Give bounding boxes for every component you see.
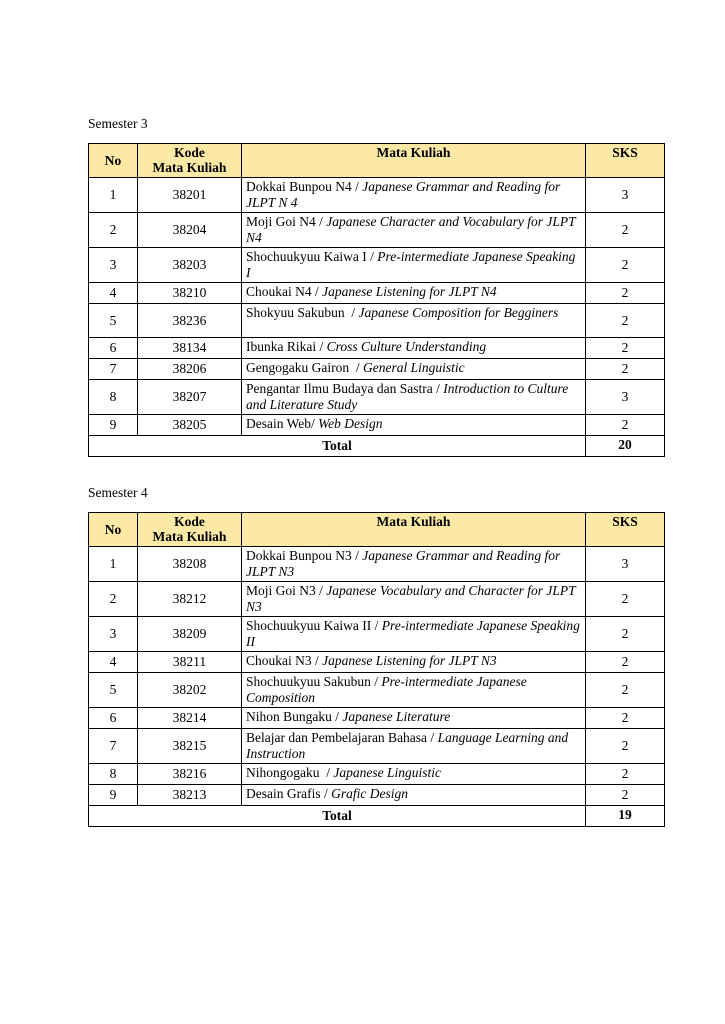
course-name-english: Japanese Character and Vocabulary for JLPT N4 [246,214,576,245]
row-sks: 2 [586,708,665,729]
header-no: No [89,513,138,547]
table-row [89,380,665,415]
row-sks: 2 [586,338,665,359]
table-row [89,708,665,729]
table-row [89,304,665,338]
header-kode [138,144,242,178]
table-row [89,283,665,304]
course-separator: / [311,653,323,668]
course-separator: / [316,339,327,354]
course-name-english: Japanese Grammar and Reading for JLPT N 4 [246,179,561,210]
course-name: Shochuukyuu Sakubun [246,674,371,689]
course-name-english: Japanese Vocabulary and Character for JLPT N3 [246,583,576,614]
table-row [89,617,665,652]
course-name-english: Japanese Listening for JLPT N3 [322,653,497,668]
row-kode: 38206 [138,359,242,380]
row-no: 4 [89,652,138,673]
row-sks: 2 [586,764,665,785]
row-mata-kuliah [242,213,586,248]
total-sks: 20 [586,436,665,457]
course-name-english: Pre-intermediate Japanese Speaking II [246,618,580,649]
row-mata-kuliah [242,380,586,415]
row-kode: 38205 [138,415,242,436]
course-separator: / [427,730,438,745]
course-name: Dokkai Bunpou N4 [246,179,352,194]
course-name: Shochuukyuu Kaiwa I [246,249,367,264]
row-kode: 38209 [138,617,242,652]
row-sks: 2 [586,673,665,708]
row-mata-kuliah [242,359,586,380]
course-name-english: General Linguistic [363,360,465,375]
table-header-row [89,513,665,547]
row-no: 3 [89,248,138,283]
semester-3-rows [89,178,665,436]
row-sks: 2 [586,415,665,436]
course-name: Shochuukyuu Kaiwa II [246,618,372,633]
course-name-english: Pre-intermediate Japanese Composition [246,674,527,705]
course-name: Choukai N3 [246,653,312,668]
row-mata-kuliah [242,708,586,729]
row-mata-kuliah [242,729,586,764]
row-no: 8 [89,764,138,785]
header-kode-line1: Kode [174,514,205,529]
total-sks: 19 [586,806,665,827]
row-mata-kuliah [242,764,586,785]
row-sks: 2 [586,283,665,304]
row-kode: 38201 [138,178,242,213]
course-name-english: Japanese Linguistic [333,765,442,780]
table-row [89,359,665,380]
course-separator: / [319,765,334,780]
row-kode: 38208 [138,547,242,582]
course-separator: / [432,381,444,396]
row-sks: 3 [586,178,665,213]
row-kode: 38216 [138,764,242,785]
row-sks: 2 [586,304,665,338]
row-sks: 2 [586,785,665,806]
course-name: Desain Grafis [246,786,321,801]
row-kode: 38213 [138,785,242,806]
row-mata-kuliah [242,547,586,582]
row-kode: 38134 [138,338,242,359]
row-sks: 2 [586,582,665,617]
row-sks: 2 [586,359,665,380]
course-name-english: Japanese Composition for Begginers [358,305,559,320]
course-separator: / [371,618,382,633]
course-name: Gengogaku Gairon [246,360,350,375]
course-separator: / [331,709,343,724]
table-row [89,338,665,359]
row-mata-kuliah [242,283,586,304]
total-row [89,436,665,457]
course-name: Shokyuu Sakubun [246,305,345,320]
course-separator: / [366,249,378,264]
semester-4-table [88,512,665,827]
row-mata-kuliah [242,415,586,436]
course-name: Moji Goi N3 [246,583,316,598]
row-kode: 38211 [138,652,242,673]
course-name-english: Grafic Design [331,786,408,801]
row-kode: 38207 [138,380,242,415]
row-sks: 2 [586,729,665,764]
course-name-english: Japanese Literature [342,709,451,724]
course-name: Dokkai Bunpou N3 [246,548,352,563]
row-mata-kuliah [242,338,586,359]
row-sks: 2 [586,248,665,283]
row-sks: 2 [586,617,665,652]
row-mata-kuliah [242,673,586,708]
table-row [89,178,665,213]
header-mata-kuliah: Mata Kuliah [242,513,586,547]
table-row [89,213,665,248]
row-kode: 38204 [138,213,242,248]
row-no: 9 [89,785,138,806]
header-sks: SKS [586,144,665,178]
row-no: 3 [89,617,138,652]
semester-4-rows [89,547,665,806]
table-row [89,673,665,708]
course-separator: / [311,284,323,299]
row-no: 6 [89,708,138,729]
total-label: Total [89,436,586,457]
row-no: 8 [89,380,138,415]
row-no: 5 [89,673,138,708]
course-name-english: Cross Culture Understanding [326,339,487,354]
table-row [89,764,665,785]
semester-3-title: Semester 3 [88,116,148,131]
row-kode: 38236 [138,304,242,338]
table-row [89,729,665,764]
header-kode-line2: Mata Kuliah [152,160,227,175]
total-label: Total [89,806,586,827]
course-separator: / [315,583,327,598]
row-sks: 2 [586,213,665,248]
course-separator: / [315,214,327,229]
row-no: 1 [89,547,138,582]
course-name: Nihon Bungaku [246,709,332,724]
row-mata-kuliah [242,178,586,213]
row-mata-kuliah [242,304,586,338]
course-separator: / [370,674,382,689]
row-kode: 38214 [138,708,242,729]
header-kode-line1: Kode [174,145,205,160]
row-no: 6 [89,338,138,359]
row-kode: 38210 [138,283,242,304]
course-name: Moji Goi N4 [246,214,316,229]
course-name: Belajar dan Pembelajaran Bahasa [246,730,428,745]
course-separator: / [344,305,359,320]
course-name: Ibunka Rikai [246,339,317,354]
row-mata-kuliah [242,785,586,806]
row-kode: 38212 [138,582,242,617]
course-separator: / [349,360,363,375]
row-no: 1 [89,178,138,213]
row-no: 7 [89,729,138,764]
course-name: Desain Web [246,416,312,431]
course-separator: / [311,416,319,431]
row-mata-kuliah [242,582,586,617]
row-sks: 2 [586,652,665,673]
table-row [89,652,665,673]
row-no: 5 [89,304,138,338]
header-kode-line2: Mata Kuliah [152,529,227,544]
course-name-english: Web Design [318,416,383,431]
header-sks: SKS [586,513,665,547]
semester-4-title: Semester 4 [88,485,148,500]
row-no: 2 [89,582,138,617]
course-name-english: Japanese Listening for JLPT N4 [322,284,497,299]
course-separator: / [351,179,363,194]
course-name-english: Introduction to Culture and Literature Study [246,381,569,412]
semester-3-table [88,143,665,457]
row-mata-kuliah [242,248,586,283]
course-name: Nihongogaku [246,765,320,780]
course-name-english: Pre-intermediate Japanese Speaking I [246,249,576,280]
table-row [89,248,665,283]
row-mata-kuliah [242,617,586,652]
course-name: Choukai N4 [246,284,312,299]
course-name-english: Japanese Grammar and Reading for JLPT N3 [246,548,561,579]
table-row [89,415,665,436]
course-separator: / [351,548,363,563]
table-header-row [89,144,665,178]
table-row [89,582,665,617]
row-kode: 38202 [138,673,242,708]
header-mata-kuliah: Mata Kuliah [242,144,586,178]
header-kode [138,513,242,547]
course-separator: / [320,786,332,801]
row-no: 7 [89,359,138,380]
total-row [89,806,665,827]
header-no: No [89,144,138,178]
course-name: Pengantar Ilmu Budaya dan Sastra [246,381,433,396]
row-no: 4 [89,283,138,304]
row-mata-kuliah [242,652,586,673]
table-row [89,547,665,582]
table-row [89,785,665,806]
row-sks: 3 [586,547,665,582]
row-sks: 3 [586,380,665,415]
row-kode: 38203 [138,248,242,283]
course-name-english: Language Learning and Instruction [246,730,569,761]
row-kode: 38215 [138,729,242,764]
row-no: 9 [89,415,138,436]
row-no: 2 [89,213,138,248]
